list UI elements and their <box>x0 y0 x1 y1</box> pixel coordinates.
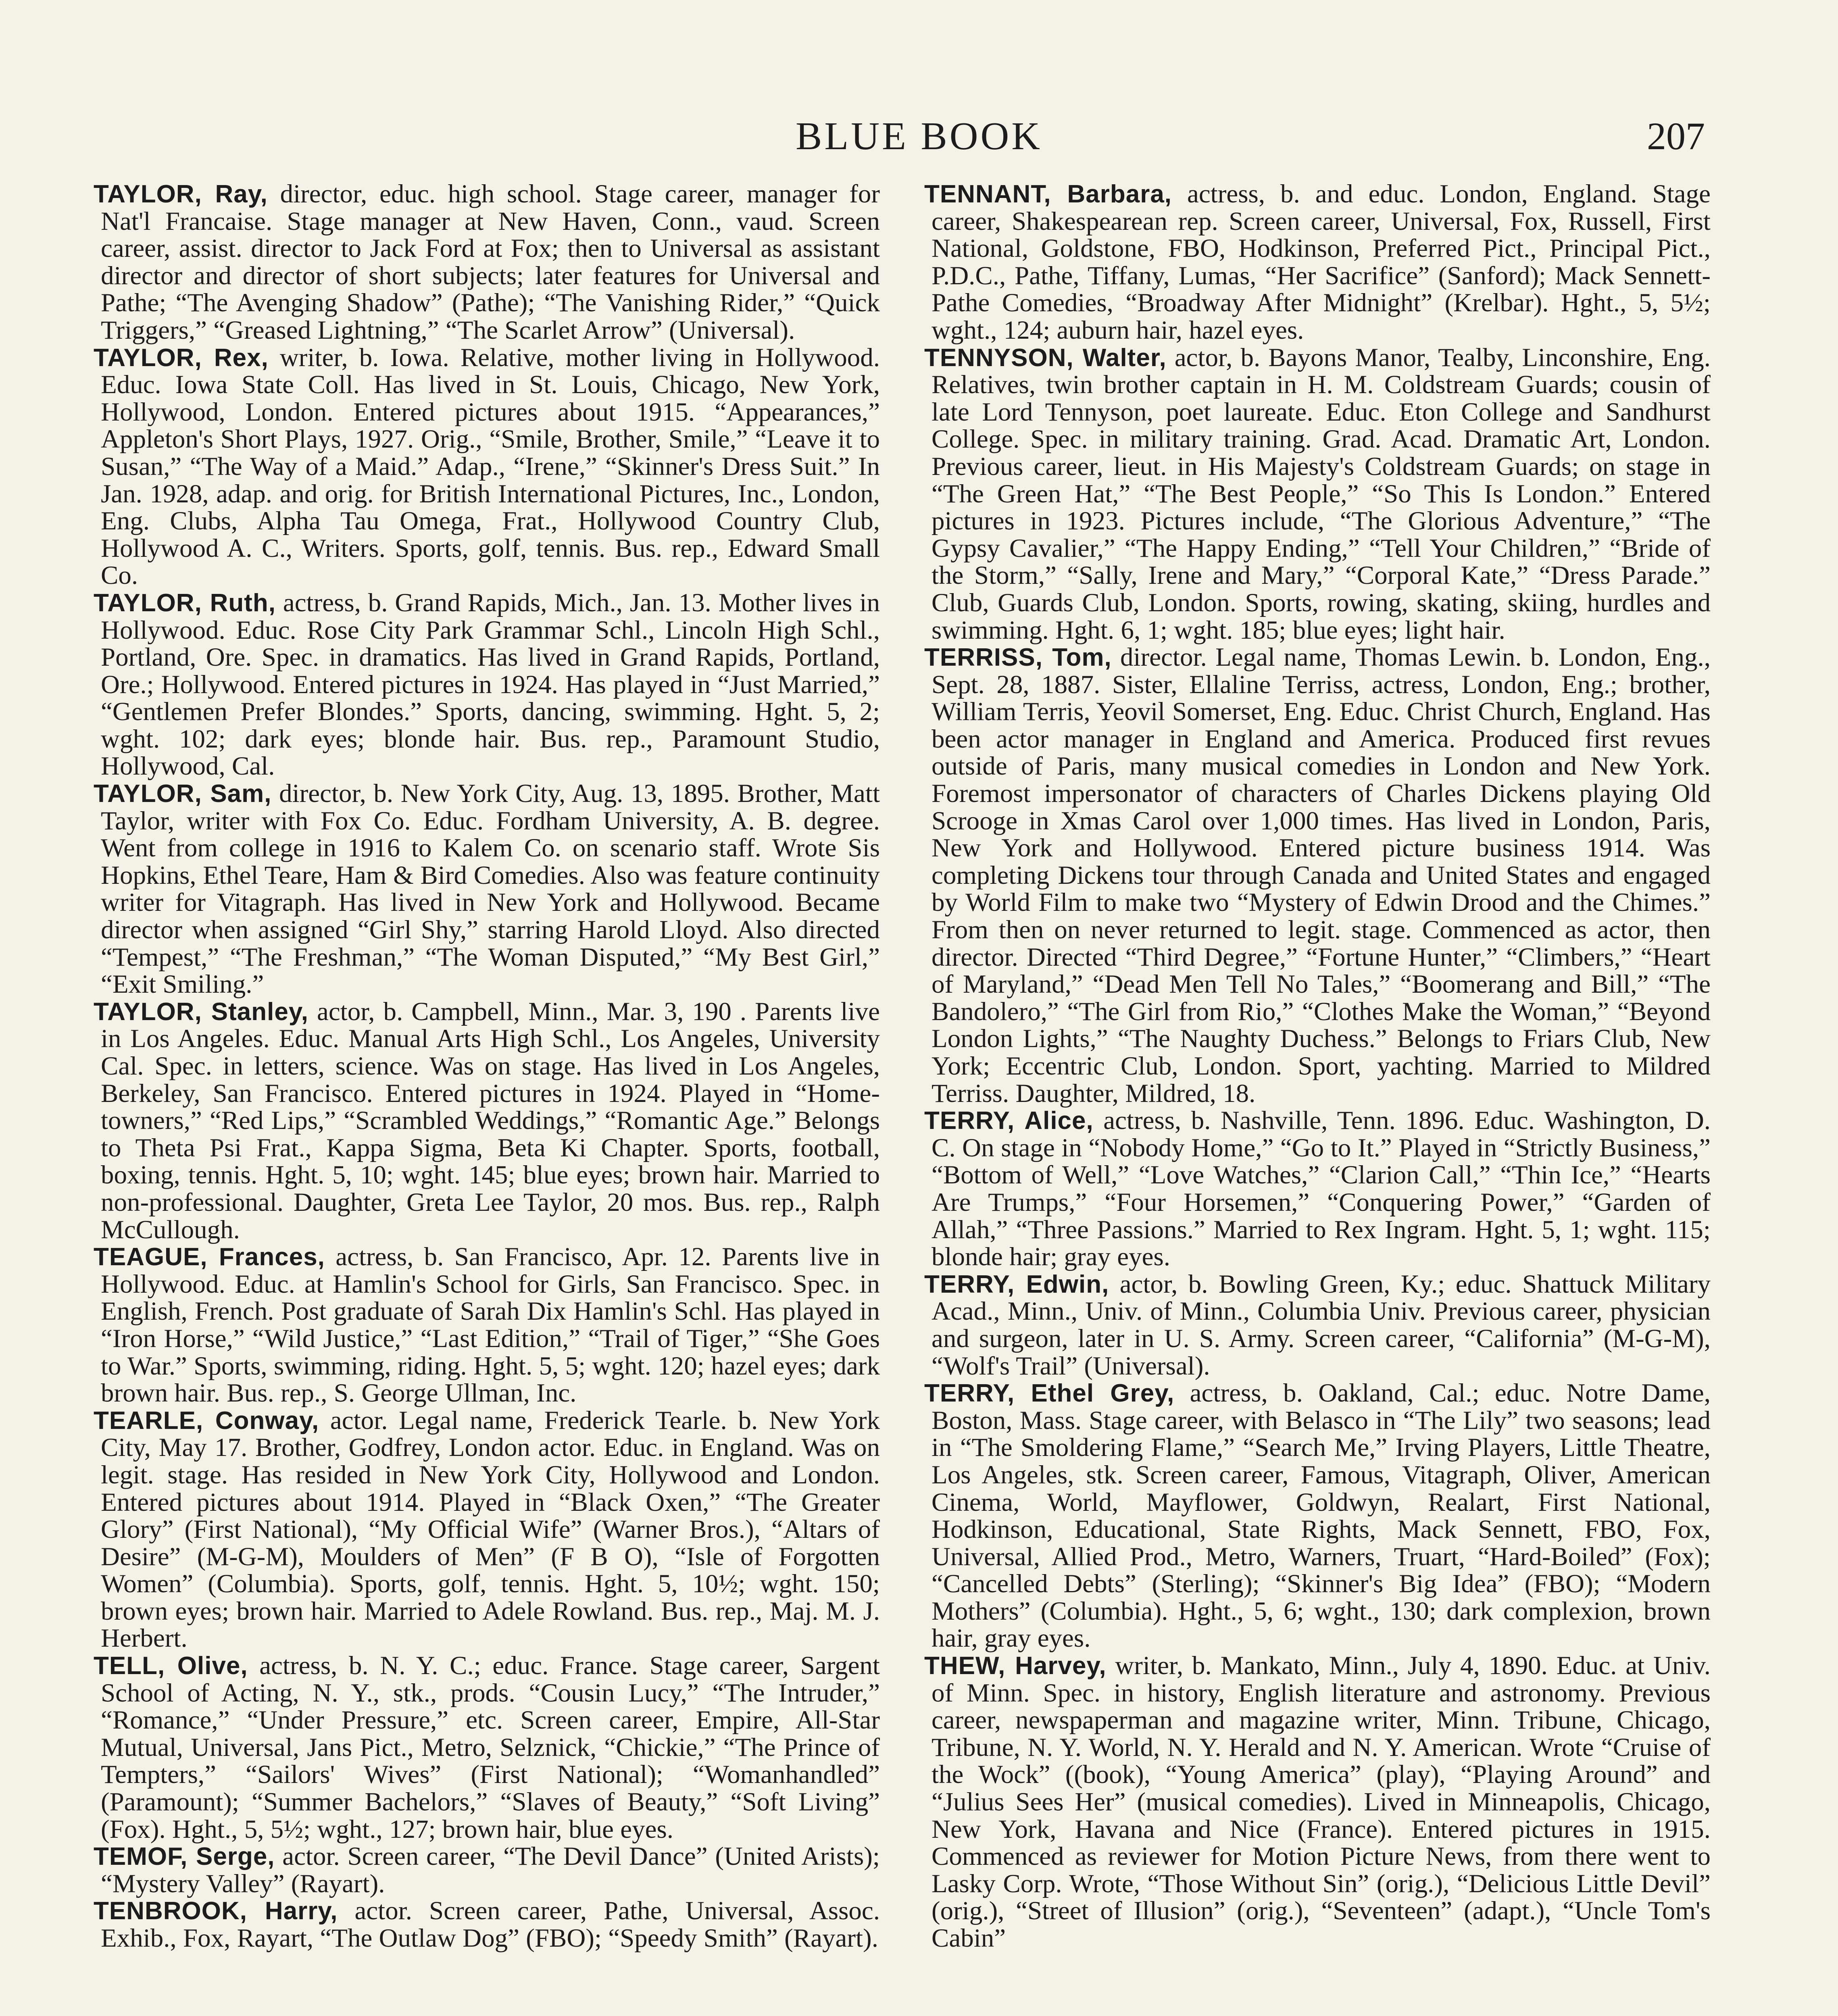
entry-name: TERRY, Alice, <box>924 1107 1094 1135</box>
directory-entry <box>94 1243 880 1407</box>
entry-name: TEAGUE, Frances, <box>94 1243 325 1271</box>
entry-text: actress, b. and educ. London, England. Stage career, Shakespearean rep. Screen career, Universal, Fox, Russell, First National, Goldstone, FBO, Hodkinson, Preferred Pict., Principal Pict., P.D.C., Pathe, Tiffany, Lumas, “Her Sacrifice” (Sanford); Mack Sennett-Pathe Comedies, “Broadway After Midnight” (Krelbar). Hght., 5, 5½; wght., 124; auburn hair, hazel eyes. <box>932 179 1711 345</box>
entry-name: TELL, Olive, <box>94 1652 248 1680</box>
entry-name: TAYLOR, Ruth, <box>94 589 276 617</box>
directory-entry <box>924 1380 1711 1652</box>
entry-name: TAYLOR, Rex, <box>94 344 269 372</box>
right-column <box>924 181 1711 1952</box>
entry-name: TAYLOR, Sam, <box>94 780 272 808</box>
entry-text: actress, b. Grand Rapids, Mich., Jan. 13. Mother lives in Hollywood. Educ. Rose City Park Grammar Schl., Lincoln High Schl., Portland, Ore. Spec. in dramatics. Has lived in Grand Rapids, Portland, Ore.; Hollywood. Entered pictures in 1924. Has played in “Just Married,” “Gentlemen Prefer Blondes.” Sports, dancing, swimming. Hght. 5, 2; wght. 102; dark eyes; blonde hair. Bus. rep., Paramount Studio, Hollywood, Cal. <box>101 588 880 781</box>
page-header <box>0 114 1838 166</box>
directory-entry <box>924 181 1711 344</box>
directory-entry <box>924 644 1711 1107</box>
entry-text: actress, b. Nashville, Tenn. 1896. Educ. Washington, D. C. On stage in “Nobody Home,” “Go to It.” Played in “Strictly Business,” “Bottom of Well,” “Love Watches,” “Clarion Call,” “Thin Ice,” “Hearts Are Trumps,” “Four Horsemen,” “Conquering Power,” “Garden of Allah,” “Three Passions.” Married to Rex Ingram. Hght. 5, 1; wght. 115; blonde hair; gray eyes. <box>932 1106 1711 1272</box>
entry-text: actor. Screen career, “The Devil Dance” (United Arists); “Mystery Valley” (Rayart). <box>101 1842 880 1898</box>
directory-entry <box>94 344 880 589</box>
entry-name: TAYLOR, Stanley, <box>94 998 308 1026</box>
entry-text: actress, b. San Francisco, Apr. 12. Parents live in Hollywood. Educ. at Hamlin's School for Girls, San Francisco. Spec. in English, French. Post graduate of Sarah Dix Hamlin's Schl. Has played in “Iron Horse,” “Wild Justice,” “Last Edition,” “Trail of Tiger,” “She Goes to War.” Sports, swimming, riding. Hght. 5, 5; wght. 120; hazel eyes; dark brown hair. Bus. rep., S. George Ullman, Inc. <box>101 1242 880 1408</box>
entry-text: actor. Screen career, Pathe, Universal, Assoc. Exhib., Fox, Rayart, “The Outlaw Dog” (FBO); “Speedy Smith” (Rayart). <box>101 1896 880 1953</box>
directory-entry <box>924 344 1711 644</box>
directory-entry <box>94 1843 880 1897</box>
entry-text: writer, b. Iowa. Relative, mother living in Hollywood. Educ. Iowa State Coll. Has lived in St. Louis, Chicago, New York, Hollywood, London. Entered pictures about 1915. “Appearances,” Appleton's Short Plays, 1927. Orig., “Smile, Brother, Smile,” “Leave it to Susan,” “The Way of a Maid.” Adap., “Irene,” “Skinner's Dress Suit.” In Jan. 1928, adap. and orig. for British International Pictures, Inc., London, Eng. Clubs, Alpha Tau Omega, Frat., Hollywood Country Club, Hollywood A. C., Writers. Sports, golf, tennis. Bus. rep., Edward Small Co. <box>101 343 880 590</box>
entry-name: TEARLE, Conway, <box>94 1406 319 1435</box>
entry-text: actress, b. Oakland, Cal.; educ. Notre Dame, Boston, Mass. Stage career, with Belasco in “The Lily” two seasons; lead in “The Smoldering Flame,” “Search Me,” Irving Players, Little Theatre, Los Angeles, stk. Screen career, Famous, Vitagraph, Oliver, American Cinema, World, Mayflower, Goldwyn, Realart, First National, Hodkinson, Educational, State Rights, Mack Sennett, FBO, Fox, Universal, Allied Prod., Metro, Warners, Truart, “Hard-Boiled” (Fox); “Cancelled Debts” (Sterling); “Skinner's Big Idea” (FBO); “Modern Mothers” (Columbia). Hght., 5, 6; wght., 130; dark complexion, brown hair, gray eyes. <box>932 1379 1711 1653</box>
entry-text: actor, b. Bayons Manor, Tealby, Linconshire, Eng. Relatives, twin brother captain in H. M. Coldstream Guards; cousin of late Lord Tennyson, poet laureate. Educ. Eton College and Sandhurst College. Spec. in military training. Grad. Acad. Dramatic Art, London. Previous career, lieut. in His Majesty's Coldstream Guards; on stage in “The Green Hat,” “The Best People,” “So This Is London.” Entered pictures in 1923. Pictures include, “The Glorious Adventure,” “The Gypsy Cavalier,” “The Happy Ending,” “Tell Your Children,” “Bride of the Storm,” “Sally, Irene and Mary,” “Corporal Kate,” “Dress Parade.” Club, Guards Club, London. Sports, rowing, skating, skiing, hurdles and swimming. Hght. 6, 1; wght. 185; blue eyes; light hair. <box>932 343 1711 645</box>
directory-entry <box>924 1271 1711 1380</box>
entry-text: director, educ. high school. Stage career, manager for Nat'l Francaise. Stage manager at New Haven, Conn., vaud. Screen career, assist. director to Jack Ford at Fox; then to Universal as assistant director and director of short subjects; later features for Universal and Pathe; “The Avenging Shadow” (Pathe); “The Vanishing Rider,” “Quick Triggers,” “Greased Lightning,” “The Scarlet Arrow” (Universal). <box>101 179 880 345</box>
entry-name: TENNANT, Barbara, <box>924 180 1172 208</box>
directory-entry <box>94 780 880 998</box>
left-column <box>94 181 880 1952</box>
entry-name: TENBROOK, Harry, <box>94 1897 338 1925</box>
directory-entry <box>94 589 880 780</box>
entry-name: TEMOF, Serge, <box>94 1843 275 1871</box>
directory-entry <box>94 1897 880 1952</box>
entry-text: director. Legal name, Thomas Lewin. b. London, Eng., Sept. 28, 1887. Sister, Ellaline Terriss, actress, London, Eng.; brother, William Terris, Yeovil Somerset, Eng. Educ. Christ Church, England. Has been actor manager in England and America. Produced first revues outside of Paris, many musical comedies in London and New York. Foremost impersonator of characters of Charles Dickens playing Old Scrooge in Xmas Carol over 1,000 times. Has lived in London, Paris, New York and Hollywood. Entered picture business 1914. Was completing Dickens tour through Canada and United States and engaged by World Film to make two “Mystery of Edwin Drood and the Chimes.” From then on never returned to legit. stage. Commenced as actor, then director. Directed “Third Degree,” “Fortune Hunter,” “Climbers,” “Heart of Maryland,” “Dead Men Tell No Tales,” “Boomerang and Bill,” “The Bandolero,” “The Girl from Rio,” “Clothes Make the Woman,” “Beyond London Lights,” “The Naughty Duchess.” Belongs to Friars Club, New York; Eccentric Club, London. Sport, yachting. Married to Mildred Terriss. Daughter, Mildred, 18. <box>932 643 1711 1108</box>
entry-name: TAYLOR, Ray, <box>94 180 268 208</box>
entry-text: actor, b. Bowling Green, Ky.; educ. Shattuck Military Acad., Minn., Univ. of Minn., Columbia Univ. Previous career, physician and surgeon, later in U. S. Army. Screen career, “California” (M-G-M), “Wolf's Trail” (Universal). <box>932 1269 1711 1381</box>
entry-name: TERRY, Edwin, <box>924 1270 1109 1298</box>
entry-text: actress, b. N. Y. C.; educ. France. Stage career, Sargent School of Acting, N. Y., stk., prods. “Cousin Lucy,” “The Intruder,” “Romance,” “Under Pressure,” etc. Screen career, Empire, All-Star Mutual, Universal, Jans Pict., Metro, Selznick, “Chickie,” “The Prince of Tempters,” “Sailors' Wives” (First National); “Womanhandled” (Paramount); “Summer Bachelors,” “Slaves of Beauty,” “Soft Living” (Fox). Hght., 5, 5½; wght., 127; brown hair, blue eyes. <box>101 1651 880 1844</box>
entry-name: TERRISS, Tom, <box>924 644 1112 672</box>
entry-name: TENNYSON, Walter, <box>924 344 1167 372</box>
running-title: BLUE BOOK <box>795 115 1043 158</box>
directory-entry <box>94 1407 880 1652</box>
directory-entry <box>94 998 880 1243</box>
entry-text: director, b. New York City, Aug. 13, 1895. Brother, Matt Taylor, writer with Fox Co. Educ. Fordham University, A. B. degree. Went from college in 1916 to Kalem Co. on scenario staff. Wrote Sis Hopkins, Ethel Teare, Ham & Bird Comedies. Also was feature continuity writer for Vitagraph. Has lived in New York and Hollywood. Became director when assigned “Girl Shy,” starring Harold Lloyd. Also directed “Tempest,” “The Freshman,” “The Woman Disputed,” “My Best Girl,” “Exit Smiling.” <box>101 779 880 999</box>
directory-entry <box>94 181 880 344</box>
page-number: 207 <box>1647 115 1705 158</box>
directory-entry <box>94 1652 880 1843</box>
entry-text: writer, b. Mankato, Minn., July 4, 1890. Educ. at Univ. of Minn. Spec. in history, English literature and astronomy. Previous career, newspaperman and magazine writer, Minn. Tribune, Chicago, Tribune, N. Y. World, N. Y. Herald and N. Y. American. Wrote “Cruise of the Wock” ((book), “Young America” (play), “Playing Around” and “Julius Sees Her” (musical comedies). Lived in Minneapolis, Chicago, New York, Havana and Nice (France). Entered pictures in 1915. Commenced as reviewer for Motion Picture News, from there went to Lasky Corp. Wrote, “Those Without Sin” (orig.), “Delicious Little Devil” (orig.), “Street of Illusion” (orig.), “Seventeen” (adapt.), “Uncle Tom's Cabin” <box>932 1651 1711 1953</box>
entry-text: actor. Legal name, Frederick Tearle. b. New York City, May 17. Brother, Godfrey, London actor. Educ. in England. Was on legit. stage. Has resided in New York City, Hollywood and London. Entered pictures about 1914. Played in “Black Oxen,” “The Greater Glory” (First National), “My Official Wife” (Warner Bros.), “Altars of Desire” (M-G-M), Moulders of Men” (F B O), “Isle of Forgotten Women” (Columbia). Sports, golf, tennis. Hght. 5, 10½; wght. 150; brown eyes; brown hair. Married to Adele Rowland. Bus. rep., Maj. M. J. Herbert. <box>101 1406 880 1653</box>
entry-name: THEW, Harvey, <box>924 1652 1107 1680</box>
entry-text: actor, b. Campbell, Minn., Mar. 3, 190 . Parents live in Los Angeles. Educ. Manual Arts High Schl., Los Angeles, University Cal. Spec. in letters, science. Was on stage. Has lived in Los Angeles, Berkeley, San Francisco. Entered pictures in 1924. Played in “Home-towners,” “Red Lips,” “Scrambled Weddings,” “Romantic Age.” Belongs to Theta Psi Frat., Kappa Sigma, Beta Ki Chapter. Sports, football, boxing, tennis. Hght. 5, 10; wght. 145; blue eyes; brown hair. Married to non-professional. Daughter, Greta Lee Taylor, 20 mos. Bus. rep., Ralph McCullough. <box>101 997 880 1244</box>
entry-name: TERRY, Ethel Grey, <box>924 1379 1175 1408</box>
directory-entry <box>924 1652 1711 1952</box>
directory-entry <box>924 1107 1711 1271</box>
